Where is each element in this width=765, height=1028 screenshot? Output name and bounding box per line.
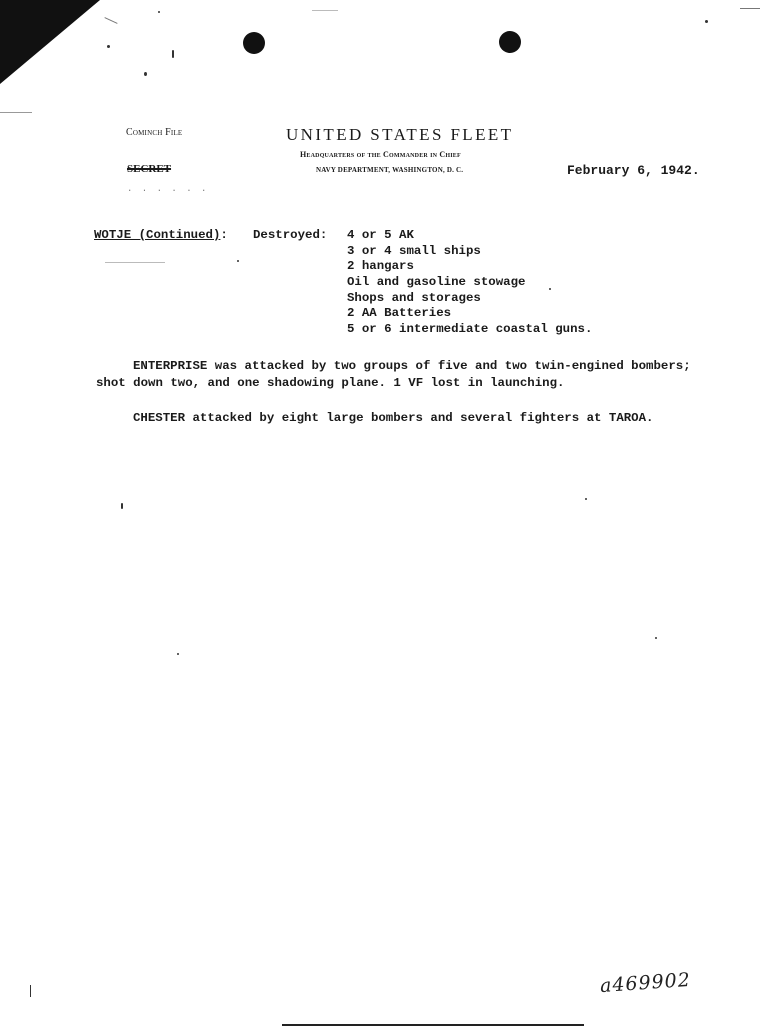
scan-mark <box>312 10 338 11</box>
scan-mark <box>105 262 165 263</box>
scan-speck <box>177 653 179 655</box>
scan-speck <box>158 11 160 13</box>
punch-hole-right <box>499 31 521 53</box>
scan-speck <box>705 20 708 23</box>
list-item: 4 or 5 AK <box>347 228 414 242</box>
document-date: February 6, 1942. <box>567 163 700 178</box>
letterhead-location: NAVY DEPARTMENT, WASHINGTON, D. C. <box>316 166 464 174</box>
handwritten-accession-number: a469902 <box>599 968 692 998</box>
scan-speck <box>585 498 587 500</box>
list-item: 2 AA Batteries <box>347 306 452 321</box>
paragraph-text: ENTERPRISE was attacked by two groups of five and two twin-engined bombers; <box>133 359 691 373</box>
cominch-file-label: Cominch File <box>126 127 183 138</box>
scan-mark <box>0 112 32 113</box>
destroyed-label: Destroyed: <box>253 228 328 242</box>
scan-speck <box>237 260 239 262</box>
section-heading <box>94 227 228 243</box>
scan-speck <box>655 637 657 639</box>
list-item: Shops and storages <box>347 290 481 305</box>
paragraph-line: shot down two, and one shadowing plane. 1 VF lost in launching. <box>96 375 565 390</box>
scan-speck <box>121 503 123 509</box>
list-item: 3 or 4 small ships <box>347 243 481 258</box>
list-item: 2 hangars <box>347 259 414 274</box>
scan-mark <box>740 8 760 9</box>
destroyed-list <box>347 227 592 337</box>
letterhead-title: UNITED STATES FLEET <box>286 125 514 144</box>
scan-speck <box>144 72 147 76</box>
scan-bottom-edge <box>282 1024 584 1026</box>
classification-dots: · · · · · · <box>127 186 209 196</box>
scan-mark <box>104 17 117 24</box>
paragraph-line <box>96 358 691 375</box>
heading-ship-name: WOTJE (Continued) <box>94 228 221 242</box>
heading-colon: : <box>220 228 228 242</box>
paragraph-chester <box>96 410 654 426</box>
punch-hole-left <box>243 32 265 54</box>
scan-corner-shadow <box>0 0 100 84</box>
paragraph-text: CHESTER attacked by eight large bombers and several fighters at TAROA. <box>133 411 654 425</box>
scan-speck <box>107 45 110 48</box>
letterhead-headquarters: Headquarters of the Commander in Chief <box>300 150 461 159</box>
classification-stamp: SECRET <box>127 163 172 175</box>
list-item: 5 or 6 intermediate coastal guns. <box>347 322 593 337</box>
scan-speck <box>172 50 174 58</box>
paragraph-enterprise <box>96 358 691 391</box>
scan-speck <box>30 985 31 997</box>
list-item: Oil and gasoline stowage <box>347 275 526 290</box>
